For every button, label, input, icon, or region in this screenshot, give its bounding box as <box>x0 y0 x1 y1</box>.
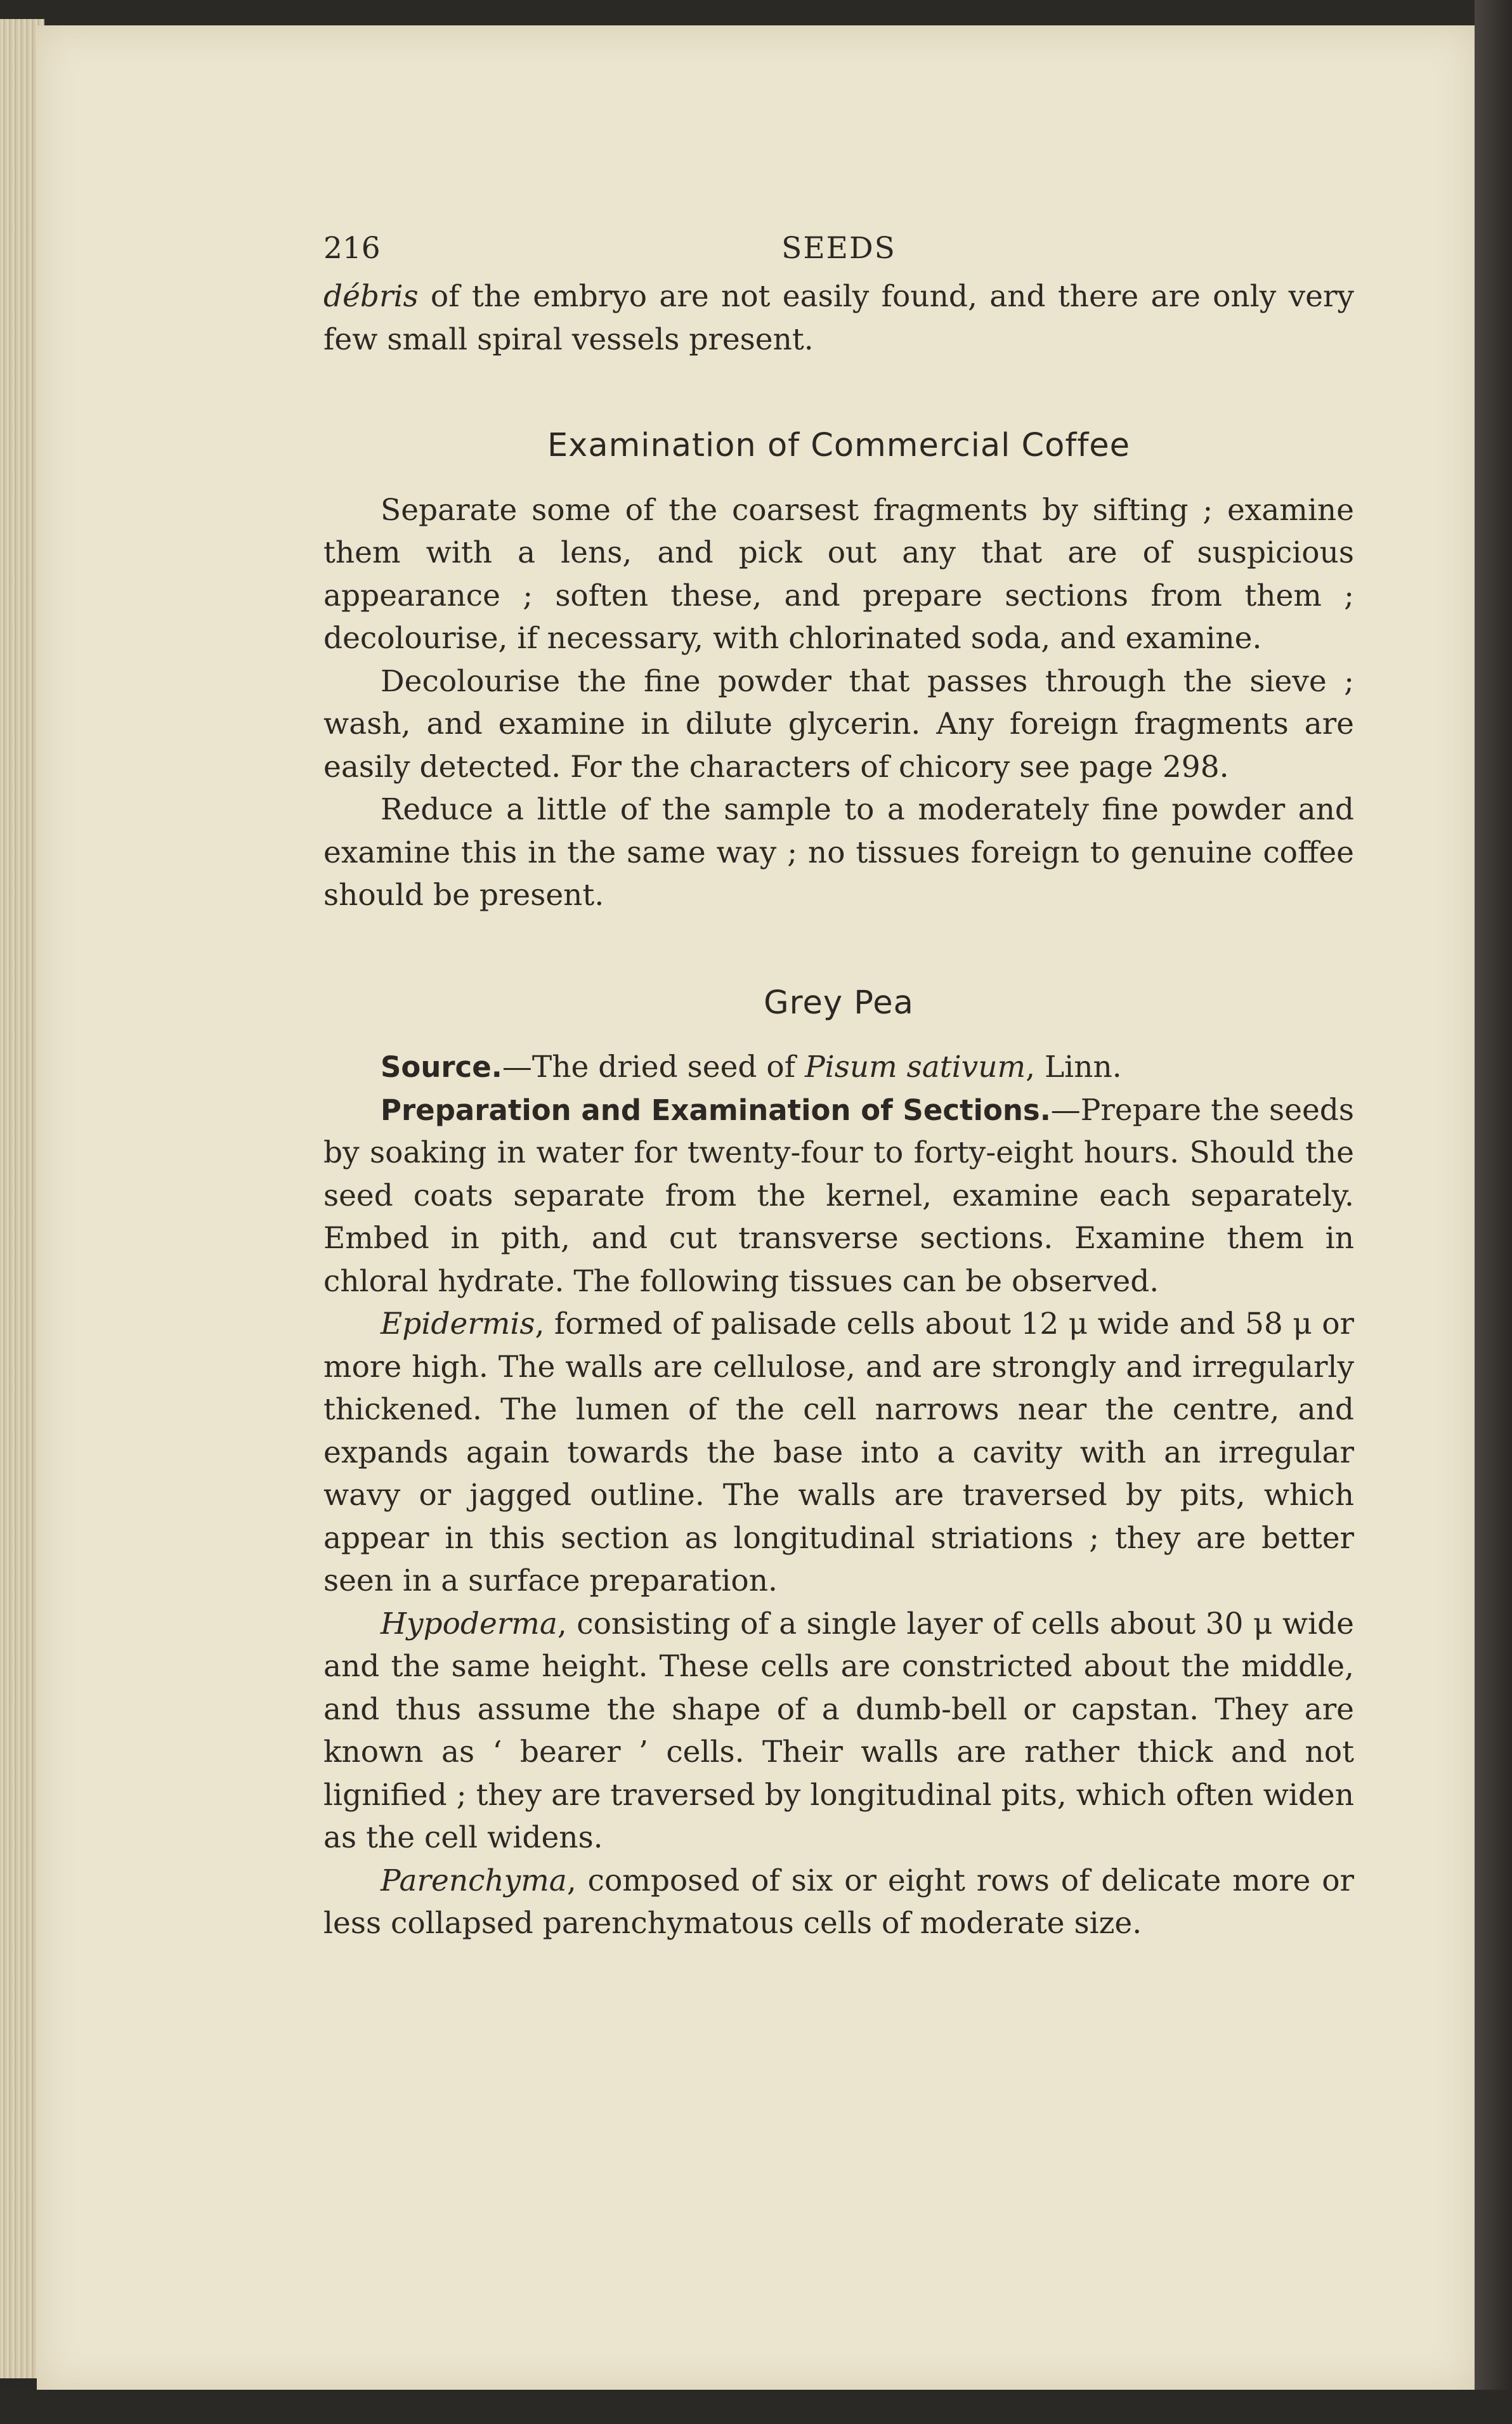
preparation-run-head: Preparation and Examination of Sections. <box>381 1093 1051 1127</box>
page-header <box>323 222 1354 275</box>
source-tail: , Linn. <box>1026 1050 1122 1085</box>
coffee-paragraph-2: Decolourise the fine powder that passes through the sieve ; wash, and examine in dilute glycerin. Any foreign fragments are easily detected. For the characters of chicory see page 298. <box>323 663 1354 785</box>
page-text <box>323 222 1354 1945</box>
source-dash: —The dried seed of <box>502 1050 805 1085</box>
intro-paragraph <box>323 275 1354 361</box>
book-cover-edge <box>1475 0 1512 2424</box>
preparation-paragraph <box>323 1089 1354 1303</box>
parenchyma-term: Parenchyma <box>381 1863 567 1898</box>
scanner-top-edge <box>0 0 1512 27</box>
species-name: Pisum sativum <box>805 1050 1026 1085</box>
scanner-bottom-edge <box>0 2390 1512 2424</box>
grey-pea-heading: Grey Pea <box>764 984 914 1022</box>
coffee-paragraph-3: Reduce a little of the sample to a moderately fine powder and examine this in the same way ; no tissues foreign to genuine coffee should be present. <box>323 792 1354 913</box>
preparation-text: —Prepare the seeds by soaking in water for twenty-four to forty-eight hours. Should the seed coats separate from the kernel, examine each separately. Embed in pith, and cut transverse sections. Examine them in chloral hydrate. The following tissues can be observed. <box>323 1092 1354 1299</box>
coffee-paragraph-1: Separate some of the coarsest fragments by sifting ; examine them with a lens, and pick out any that are of suspicious appearance ; soften these, and prepare sections from them ; decolourise, if necessary, with chlorinated soda, and examine. <box>323 492 1354 656</box>
hypoderma-paragraph <box>323 1603 1354 1860</box>
epidermis-term: Epidermis <box>381 1306 535 1341</box>
parenchyma-text: , composed of six or eight rows of delicate more or less collapsed parenchymatous cells of moderate size. <box>323 1863 1354 1941</box>
page-number: 216 <box>323 231 381 266</box>
source-paragraph <box>323 1046 1354 1089</box>
epidermis-paragraph <box>323 1303 1354 1603</box>
epidermis-text: , formed of palisade cells about 12 μ wide and 58 μ or more high. The walls are cellulose, and are strongly and irregularly thickened. The lumen of the cell narrows near the centre, and expands again towards the base into a cavity with an irregular wavy or jagged outline. The walls are traversed by pits, which appear in this section as longitudinal striations ; they are better seen in a surface preparation. <box>323 1306 1354 1598</box>
hypoderma-term: Hypoderma <box>381 1606 557 1641</box>
coffee-heading: Examination of Commercial Coffee <box>547 427 1131 464</box>
hypoderma-text: , consisting of a single layer of cells about 30 μ wide and the same height. These cells are constricted about the middle, and thus assume the shape of a dumb-bell or capstan. They are known as ‘ bearer ’ cells. Their walls are rather thick and not lignified ; they are traversed by longitudinal pits, which often widen as the cell widens. <box>323 1606 1354 1855</box>
parenchyma-paragraph <box>323 1860 1354 1945</box>
source-run-head: Source. <box>381 1050 502 1084</box>
intro-italic-word: débris <box>323 279 419 314</box>
intro-text: of the embryo are not easily found, and there are only very few small spiral vessels present. <box>323 279 1354 357</box>
running-title: SEEDS <box>781 231 896 266</box>
